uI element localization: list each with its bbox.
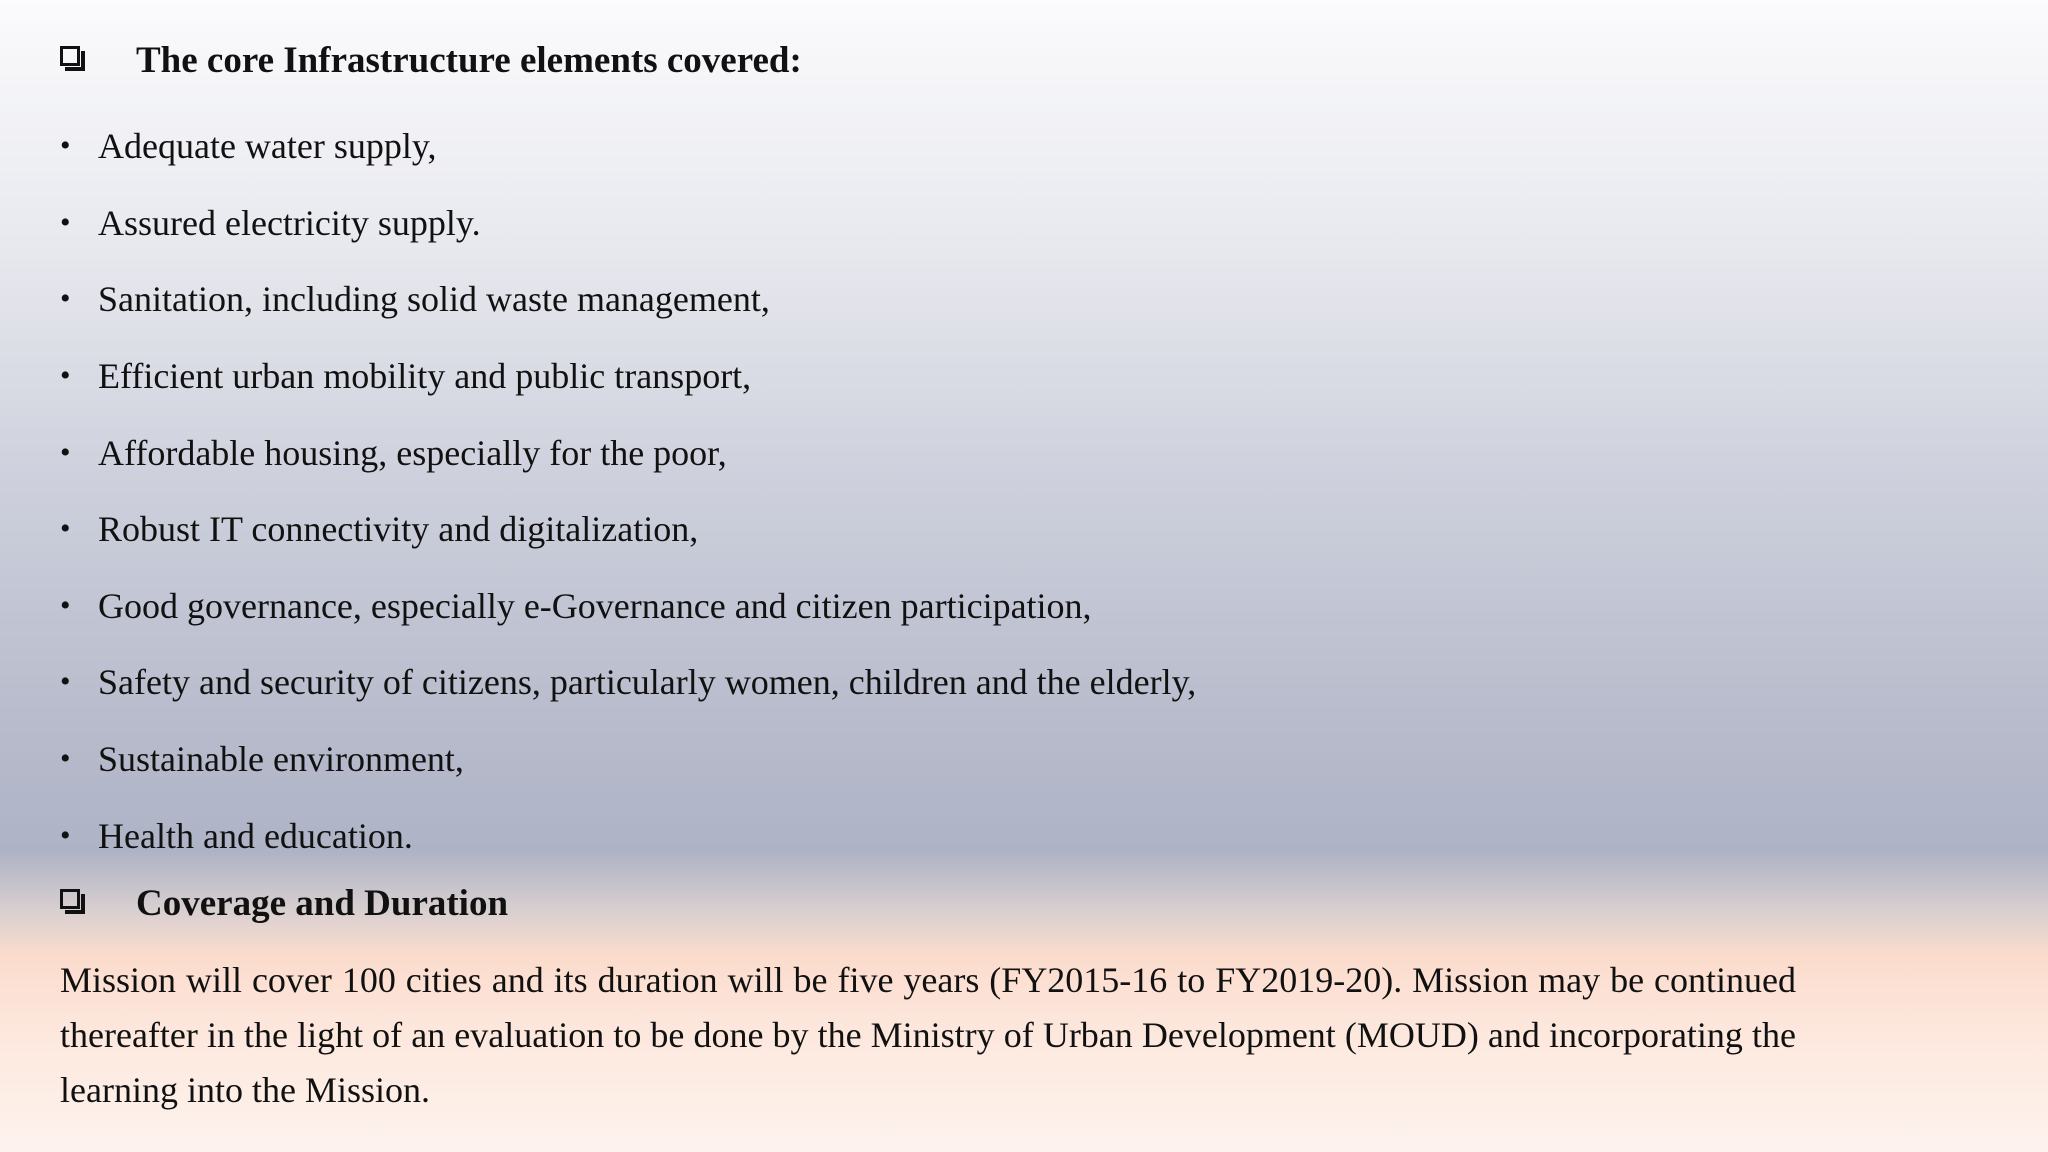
bullet-icon: • (60, 588, 71, 622)
list-item-text: Safety and security of citizens, particularly women, children and the elderly, (98, 662, 1197, 703)
bullet-icon: • (60, 742, 71, 776)
list-item (60, 185, 1196, 262)
list-item-text: Adequate water supply, (98, 126, 437, 167)
bullet-icon: • (60, 129, 71, 163)
list-item (60, 108, 1196, 185)
coverage-paragraph: Mission will cover 100 cities and its duration will be five years (FY2015-16 to FY2019-20). Mission may be continued thereafter in the light of an evaluation to be done by the Ministry of Urban Development (MOUD) and incorporating the learning into the Mission. (60, 960, 1796, 1110)
bullet-icon: • (60, 359, 71, 393)
section-heading-infrastructure (60, 34, 802, 86)
infrastructure-list (60, 108, 1196, 874)
list-item-text: Robust IT connectivity and digitalization, (98, 509, 699, 550)
checkbox-icon (60, 46, 88, 74)
list-item-text: Good governance, especially e-Governance and citizen participation, (98, 585, 1092, 626)
bullet-icon: • (60, 282, 71, 316)
list-item (60, 644, 1196, 721)
list-item (60, 261, 1196, 338)
bullet-icon: • (60, 435, 71, 469)
bullet-icon: • (60, 205, 71, 239)
heading-text: The core Infrastructure elements covered: (136, 39, 802, 81)
bullet-icon: • (60, 512, 71, 546)
list-item (60, 721, 1196, 798)
list-item-text: Affordable housing, especially for the poor, (98, 432, 727, 473)
list-item (60, 491, 1196, 568)
list-item (60, 568, 1196, 645)
checkbox-icon (60, 889, 88, 917)
list-item (60, 797, 1196, 874)
list-item (60, 414, 1196, 491)
list-item (60, 338, 1196, 415)
section-heading-coverage (60, 877, 508, 929)
list-item-text: Efficient urban mobility and public transport, (98, 356, 752, 397)
bullet-icon: • (60, 818, 71, 852)
list-item-text: Sanitation, including solid waste management, (98, 279, 770, 320)
heading-text: Coverage and Duration (136, 882, 509, 924)
bullet-icon: • (60, 665, 71, 699)
list-item-text: Sustainable environment, (98, 739, 464, 780)
list-item-text: Assured electricity supply. (98, 202, 481, 243)
list-item-text: Health and education. (98, 815, 413, 856)
